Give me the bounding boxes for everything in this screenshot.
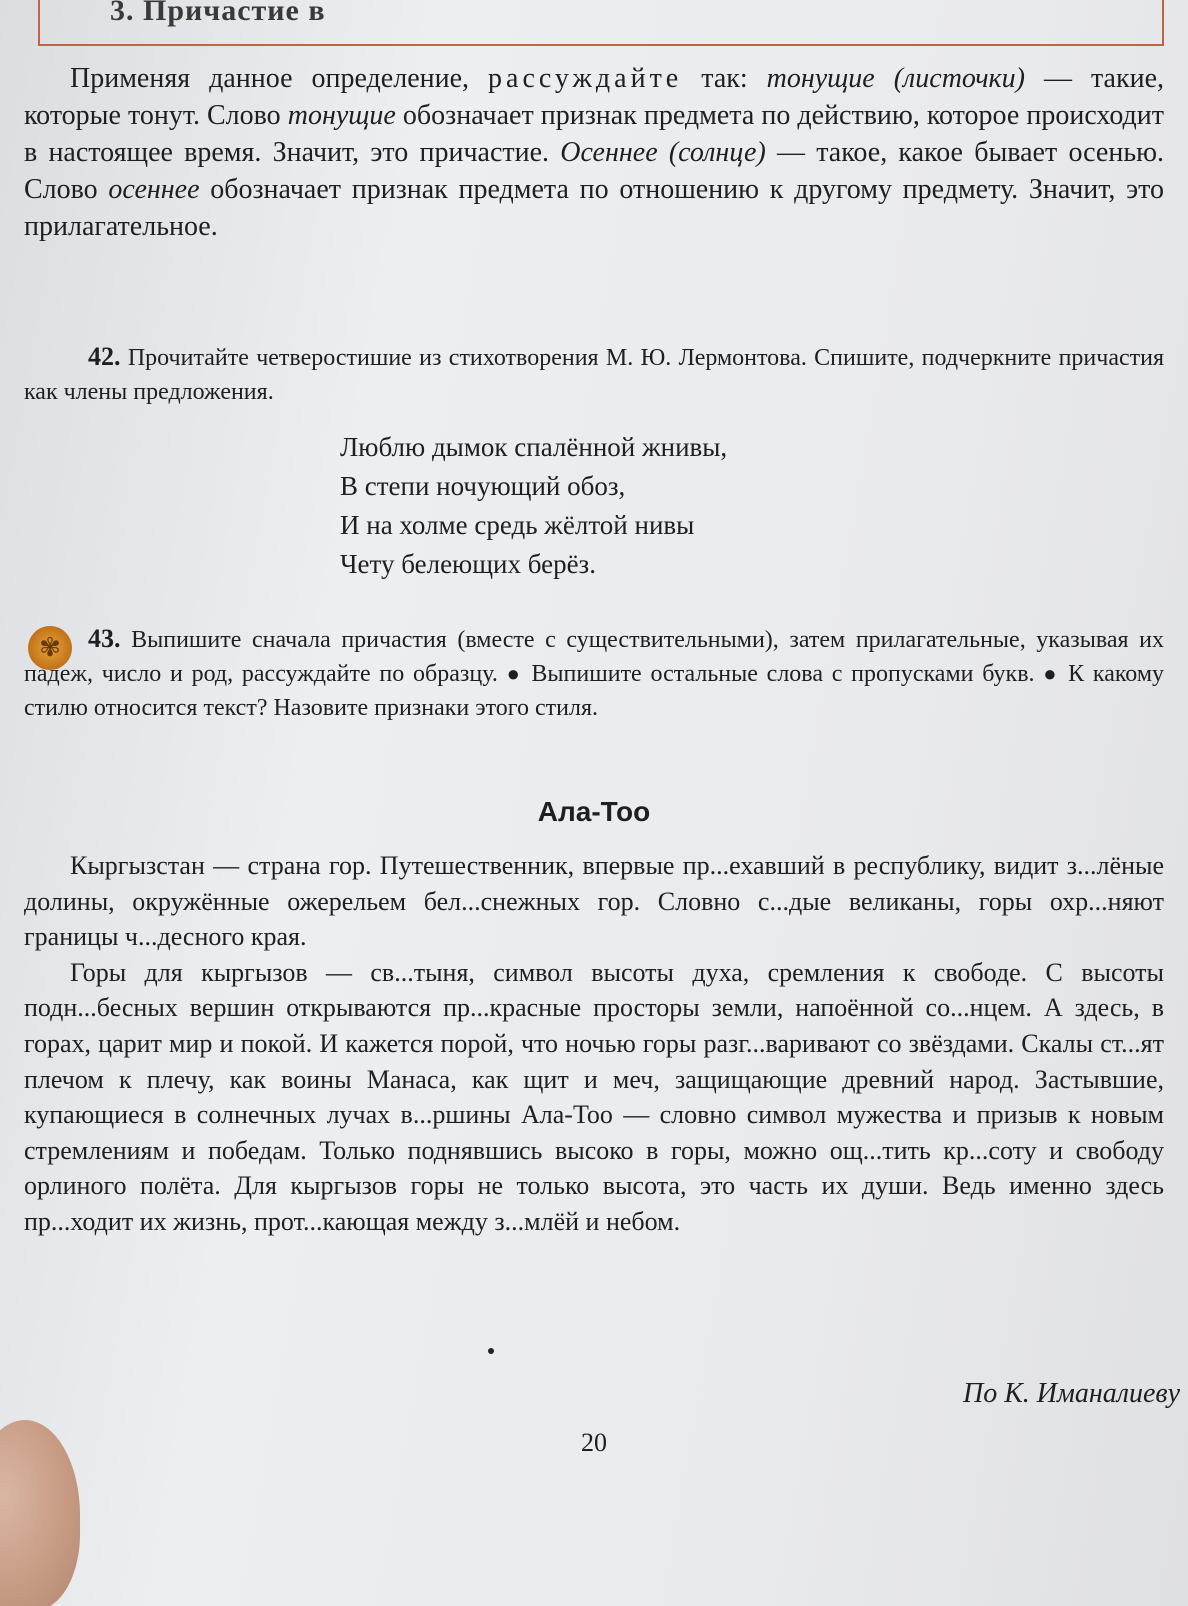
ink-dot bbox=[488, 1348, 494, 1354]
text-paragraph: Горы для кыргызов — св...тыня, символ высоты духа, сремления к свободе. С высоты подн...бесных вершин открываются пр...красные просторы земли, напоённой со...нцем. А здесь, в горах, царит мир и покой. И кажется порой, что ночью горы разг...варивают со звёздами. Скалы ст...ят плечом к плечу, как воины Манаса, как щит и меч, защищающие древний народ. Застывшие, купающиеся в солнечных лучах в...ршины Ала-Тоо — словно символ мужества и призыв к новым стремлениям и победам. Только поднявшись высоко в горы, можно ощ...тить кр...соту и свободу орлиного полёта. Для кыргызов горы не только высота, это часть их души. Ведь именно здесь пр...ходит их жизнь, прот...кающая между з...млёй и небом. bbox=[24, 957, 1164, 1236]
poem-line: В степи ночующий обоз, bbox=[340, 471, 626, 501]
intro-text-6: обозначает признак предмета по отношению к другому предмету. Значит, это прилагательное. bbox=[24, 174, 1165, 242]
intro-paragraph bbox=[24, 60, 1164, 245]
exercise-instruction-2: Выпишите остальные слова с пропусками букв. bbox=[531, 661, 1035, 687]
poem bbox=[340, 428, 727, 584]
exercise-42 bbox=[24, 340, 1164, 409]
exercise-instruction: Прочитайте четверостишие из стихотворения М. Ю. Лермонтова. Спишите, подчеркните причастия как члены предложения. bbox=[24, 345, 1164, 405]
example-word-4: осеннее bbox=[108, 174, 200, 205]
exercise-number: 42. bbox=[88, 342, 121, 371]
reading-text bbox=[24, 848, 1164, 1240]
intro-text-2: так: bbox=[701, 63, 748, 94]
example-word-2: тонущие bbox=[287, 100, 396, 131]
bullet-icon: ● bbox=[1043, 661, 1060, 686]
example-word-3: Осеннее (солнце) bbox=[560, 137, 766, 168]
exercise-43 bbox=[24, 622, 1164, 725]
intro-text-5: — такое, какое бывает осенью. Слово bbox=[24, 137, 1165, 205]
intro-text-3: — такие, которые тонут. Слово bbox=[24, 63, 1165, 131]
exercise-number: 43. bbox=[88, 624, 121, 653]
poem-line: И на холме средь жёлтой нивы bbox=[340, 510, 695, 540]
section-header-box bbox=[38, 0, 1164, 46]
intro-text-1: Применяя данное определение, bbox=[70, 63, 470, 94]
example-word-1: тонущие bbox=[766, 63, 875, 94]
example-noun-1: (листочки) bbox=[893, 63, 1025, 94]
ornament-icon: ✾ bbox=[28, 626, 72, 670]
page-number: 20 bbox=[581, 1428, 607, 1457]
intro-text-4: обозначает признак предмета по действию, которое происходит в настоящее время. Значит, это причастие. bbox=[24, 100, 1164, 168]
author-credit: По К. Иманалиеву bbox=[962, 1378, 1180, 1409]
bullet-icon: ● bbox=[506, 661, 523, 686]
text-title: Ала-Тоо bbox=[537, 796, 651, 827]
poem-line: Чету белеющих берёз. bbox=[340, 549, 596, 579]
section-header: 3. Причастие в bbox=[110, 0, 326, 27]
text-paragraph: Кыргызстан — страна гор. Путешественник, впервые пр...ехавший в республику, видит з...лёные долины, окружённые ожерельем бел...снежных гор. Словно с...дые великаны, горы охр...няют границы ч...десного края. bbox=[24, 851, 1164, 952]
exercise-instruction-1: Выпишите сначала причастия (вместе с существительными), затем прилагательные, указывая их падеж, число и род, рассуждайте по образцу. bbox=[24, 627, 1165, 687]
intro-spaced-word: рассуждайте bbox=[488, 63, 683, 94]
exercise-instruction-3: К какому стилю относится текст? Назовите признаки этого стиля. bbox=[24, 661, 1165, 721]
poem-line: Люблю дымок спалённой жнивы, bbox=[340, 432, 728, 462]
